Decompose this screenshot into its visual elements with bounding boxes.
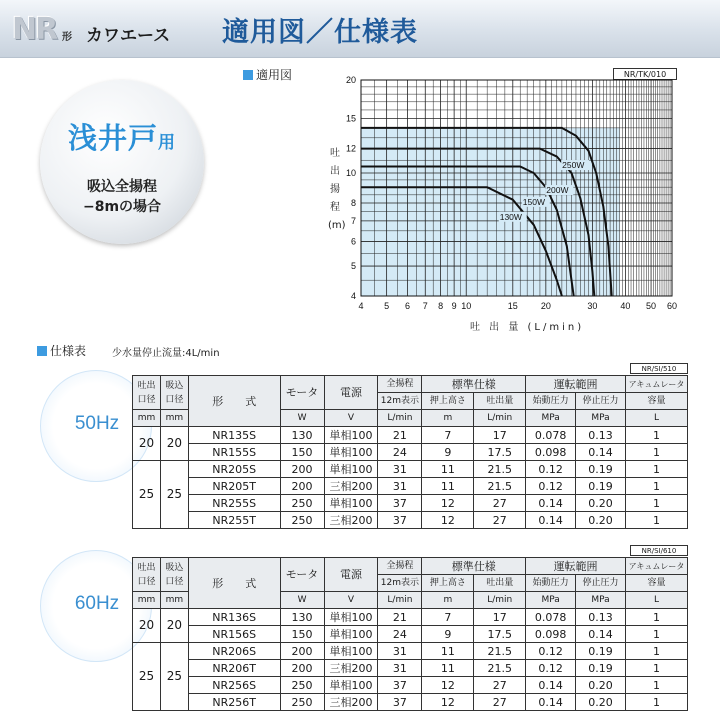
header-bar (0, 0, 720, 58)
motor-cell: 250 (280, 495, 324, 512)
push-height-cell: 11 (422, 478, 474, 495)
flow-cell: 17.5 (474, 626, 526, 643)
flow-cell: 17 (474, 609, 526, 626)
spec-table (132, 375, 688, 529)
badge-main-text: 浅井戸 (67, 121, 158, 155)
push-height-cell: 7 (422, 609, 474, 626)
head-cell: 31 (378, 643, 422, 660)
push-height-cell: 11 (422, 660, 474, 677)
logo-name: カワエース (86, 26, 171, 46)
hz-50-label: 50Hz (74, 413, 120, 434)
suction-diameter-cell: 20 (160, 427, 188, 461)
unit-cell: mm (133, 410, 161, 427)
model-cell: NR155S (188, 444, 280, 461)
start-pressure-cell: 0.078 (526, 609, 576, 626)
unit-cell: m (422, 592, 474, 609)
series-label-250w: 250W (562, 160, 585, 171)
motor-cell: 200 (280, 643, 324, 660)
flow-cell: 27 (474, 512, 526, 529)
discharge-diameter-cell: 20 (133, 427, 161, 461)
stop-pressure-cell: 0.20 (576, 512, 626, 529)
push-height-cell: 11 (422, 643, 474, 660)
accumulator-cell: 1 (625, 643, 687, 660)
motor-cell: 250 (280, 677, 324, 694)
y-axis-label-char: 程 (330, 202, 340, 213)
badge-line2: −8mの場合 (82, 199, 162, 215)
col-header-operating-range: 運転範囲 (526, 376, 626, 393)
start-pressure-cell: 0.078 (526, 427, 576, 444)
push-height-cell: 12 (422, 495, 474, 512)
col-header-start-pressure: 始動圧力 (526, 575, 576, 592)
unit-cell: L (625, 410, 687, 427)
head-cell: 37 (378, 677, 422, 694)
y-tick-label: 15 (345, 113, 356, 124)
stop-pressure-cell: 0.20 (576, 694, 626, 711)
accumulator-cell: 1 (625, 427, 687, 444)
col-header-stop-pressure: 停止圧力 (576, 393, 626, 410)
accumulator-cell: 1 (625, 495, 687, 512)
motor-cell: 150 (280, 626, 324, 643)
col-header-motor: モータ (280, 376, 324, 410)
flow-cell: 17.5 (474, 444, 526, 461)
x-tick-label: 60 (666, 301, 678, 311)
unit-cell: W (280, 410, 324, 427)
power-cell: 三相200 (324, 512, 378, 529)
head-cell: 21 (378, 427, 422, 444)
stop-pressure-cell: 0.20 (576, 495, 626, 512)
y-tick-label: 5 (350, 261, 356, 272)
power-cell: 三相200 (324, 694, 378, 711)
head-cell: 31 (378, 660, 422, 677)
stop-pressure-cell: 0.14 (576, 444, 626, 461)
push-height-cell: 12 (422, 694, 474, 711)
power-cell: 単相100 (324, 609, 378, 626)
page-title: 適用図／仕様表 (222, 17, 418, 48)
stop-pressure-cell: 0.19 (576, 660, 626, 677)
model-cell: NR256S (188, 677, 280, 694)
power-cell: 単相100 (324, 461, 378, 478)
y-tick-label: 7 (350, 215, 356, 226)
push-height-cell: 9 (422, 626, 474, 643)
x-tick-label: 30 (587, 301, 598, 311)
col-header-capacity: 容量 (625, 575, 687, 592)
motor-cell: 200 (280, 478, 324, 495)
col-header-flow: 吐出量 (474, 575, 526, 592)
col-header-power: 電源 (324, 376, 378, 410)
series-label-200w: 200W (546, 185, 569, 196)
accumulator-cell: 1 (625, 694, 687, 711)
x-axis-label: 吐 出 量 (L/min) (470, 322, 585, 333)
motor-cell: 250 (280, 694, 324, 711)
head-cell: 24 (378, 444, 422, 461)
unit-cell: mm (160, 410, 188, 427)
motor-cell: 150 (280, 444, 324, 461)
flow-cell: 27 (474, 694, 526, 711)
power-cell: 単相100 (324, 427, 378, 444)
unit-cell: L/min (378, 410, 422, 427)
accumulator-cell: 1 (625, 478, 687, 495)
col-header-model: 形 式 (188, 376, 280, 427)
unit-cell: mm (133, 592, 161, 609)
y-axis-label-char: 吐 (330, 148, 340, 159)
application-chart (330, 72, 680, 322)
start-pressure-cell: 0.12 (526, 461, 576, 478)
head-cell: 37 (378, 694, 422, 711)
x-tick-label: 10 (461, 301, 472, 311)
col-header-push-height: 押上高さ (422, 393, 474, 410)
push-height-cell: 11 (422, 461, 474, 478)
table-row (133, 694, 688, 711)
col-header-suction-diameter: 吸込口径 (160, 558, 188, 592)
power-cell: 三相200 (324, 478, 378, 495)
motor-cell: 130 (280, 609, 324, 626)
badge-line1: 吸込全揚程 (87, 179, 157, 195)
model-cell: NR205T (188, 478, 280, 495)
discharge-diameter-cell: 20 (133, 609, 161, 643)
flow-cell: 21.5 (474, 478, 526, 495)
table-row (133, 444, 688, 461)
x-tick-label: 15 (507, 301, 518, 311)
application-range-shade (361, 128, 620, 296)
y-axis-label-char: (m) (328, 220, 346, 231)
accumulator-cell: 1 (625, 444, 687, 461)
motor-cell: 200 (280, 660, 324, 677)
stop-pressure-cell: 0.19 (576, 478, 626, 495)
unit-cell: mm (160, 592, 188, 609)
y-tick-label: 6 (350, 236, 356, 247)
badge-main (40, 116, 204, 157)
start-pressure-cell: 0.14 (526, 677, 576, 694)
y-axis-label-char: 出 (330, 166, 340, 177)
y-tick-label: 4 (350, 291, 356, 301)
model-cell: NR156S (188, 626, 280, 643)
col-header-total-head: 全揚程 (378, 558, 422, 575)
start-pressure-cell: 0.12 (526, 478, 576, 495)
col-header-standard-spec: 標準仕様 (422, 558, 526, 575)
chart-section-label (243, 66, 292, 83)
col-header-power: 電源 (324, 558, 378, 592)
col-header-model: 形 式 (188, 558, 280, 609)
table-header-row (133, 558, 688, 575)
x-tick-label: 5 (384, 301, 390, 311)
model-cell: NR256T (188, 694, 280, 711)
stop-pressure-cell: 0.20 (576, 677, 626, 694)
col-header-stop-pressure: 停止圧力 (576, 575, 626, 592)
logo-nr: NR (12, 12, 57, 47)
discharge-diameter-cell: 25 (133, 643, 161, 711)
model-cell: NR206T (188, 660, 280, 677)
unit-cell: L (625, 592, 687, 609)
start-pressure-cell: 0.12 (526, 660, 576, 677)
start-pressure-cell: 0.14 (526, 495, 576, 512)
col-header-standard-spec: 標準仕様 (422, 376, 526, 393)
square-icon (243, 70, 253, 80)
x-tick-label: 8 (438, 301, 444, 311)
y-axis-label-char: 揚 (330, 184, 340, 195)
push-height-cell: 12 (422, 677, 474, 694)
logo-kata: 形 (62, 32, 72, 43)
spec-section-label (37, 342, 86, 359)
flow-cell: 21.5 (474, 461, 526, 478)
model-cell: NR255T (188, 512, 280, 529)
head-cell: 31 (378, 461, 422, 478)
x-tick-label: 6 (405, 301, 411, 311)
x-tick-label: 50 (646, 301, 657, 311)
head-cell: 21 (378, 609, 422, 626)
head-cell: 37 (378, 495, 422, 512)
badge-main-suffix: 用 (158, 133, 176, 153)
suction-diameter-cell: 25 (160, 643, 188, 711)
model-cell: NR136S (188, 609, 280, 626)
accumulator-cell: 1 (625, 461, 687, 478)
push-height-cell: 12 (422, 512, 474, 529)
col-header-accumulator: アキュムレータ (625, 376, 687, 393)
unit-cell: MPa (576, 410, 626, 427)
start-pressure-cell: 0.12 (526, 643, 576, 660)
discharge-diameter-cell: 25 (133, 461, 161, 529)
table-row (133, 660, 688, 677)
stop-pressure-cell: 0.14 (576, 626, 626, 643)
spec-note: 少水量停止流量:4L/min (112, 348, 220, 359)
square-icon (37, 346, 47, 356)
unit-cell: MPa (526, 592, 576, 609)
suction-diameter-cell: 25 (160, 461, 188, 529)
table-header-row (133, 376, 688, 393)
series-label-150w: 150W (522, 196, 545, 207)
flow-cell: 17 (474, 427, 526, 444)
table-code-60hz: NR/SI/610 (630, 545, 688, 556)
y-tick-label: 12 (345, 143, 356, 154)
x-tick-label: 9 (451, 301, 457, 311)
chart-section-label-text: 適用図 (256, 68, 293, 82)
col-header-discharge-diameter: 吐出口径 (133, 376, 161, 410)
push-height-cell: 7 (422, 427, 474, 444)
accumulator-cell: 1 (625, 660, 687, 677)
power-cell: 単相100 (324, 677, 378, 694)
motor-cell: 130 (280, 427, 324, 444)
y-tick-label: 10 (345, 168, 356, 179)
model-cell: NR255S (188, 495, 280, 512)
head-cell: 31 (378, 478, 422, 495)
col-header-operating-range: 運転範囲 (526, 558, 626, 575)
col-header-push-height: 押上高さ (422, 575, 474, 592)
motor-cell: 250 (280, 512, 324, 529)
hz-60-label: 60Hz (74, 593, 120, 614)
spec-section-label-text: 仕様表 (50, 344, 87, 358)
power-cell: 単相100 (324, 495, 378, 512)
start-pressure-cell: 0.098 (526, 444, 576, 461)
motor-cell: 200 (280, 461, 324, 478)
power-cell: 単相100 (324, 626, 378, 643)
flow-cell: 27 (474, 495, 526, 512)
suction-diameter-cell: 20 (160, 609, 188, 643)
unit-cell: W (280, 592, 324, 609)
table-row (133, 609, 688, 626)
unit-cell: m (422, 410, 474, 427)
x-tick-label: 7 (422, 301, 428, 311)
flow-cell: 21.5 (474, 643, 526, 660)
col-header-total-head: 全揚程 (378, 376, 422, 393)
col-header-12m: 12m表示 (378, 575, 422, 592)
power-cell: 単相100 (324, 643, 378, 660)
unit-cell: V (324, 592, 378, 609)
stop-pressure-cell: 0.19 (576, 643, 626, 660)
y-tick-label: 20 (345, 75, 356, 85)
unit-cell: L/min (378, 592, 422, 609)
col-header-start-pressure: 始動圧力 (526, 393, 576, 410)
start-pressure-cell: 0.14 (526, 694, 576, 711)
power-cell: 三相200 (324, 660, 378, 677)
table-row (133, 677, 688, 694)
series-label-130w: 130W (499, 211, 522, 222)
stop-pressure-cell: 0.13 (576, 609, 626, 626)
spec-table (132, 557, 688, 711)
x-tick-label: 40 (620, 301, 631, 311)
x-tick-label: 4 (358, 301, 364, 311)
stop-pressure-cell: 0.13 (576, 427, 626, 444)
col-header-12m: 12m表示 (378, 393, 422, 410)
table-code-50hz: NR/SI/510 (630, 363, 688, 374)
col-header-accumulator: アキュムレータ (625, 558, 687, 575)
flow-cell: 27 (474, 677, 526, 694)
table-row (133, 427, 688, 444)
model-cell: NR135S (188, 427, 280, 444)
model-cell: NR206S (188, 643, 280, 660)
stop-pressure-cell: 0.19 (576, 461, 626, 478)
unit-cell: MPa (576, 592, 626, 609)
model-cell: NR205S (188, 461, 280, 478)
table-row (133, 495, 688, 512)
start-pressure-cell: 0.098 (526, 626, 576, 643)
table-row (133, 512, 688, 529)
table-row (133, 626, 688, 643)
accumulator-cell: 1 (625, 512, 687, 529)
shallow-well-badge (40, 80, 204, 244)
accumulator-cell: 1 (625, 609, 687, 626)
flow-cell: 21.5 (474, 660, 526, 677)
col-header-discharge-diameter: 吐出口径 (133, 558, 161, 592)
unit-cell: V (324, 410, 378, 427)
table-row (133, 461, 688, 478)
unit-cell: MPa (526, 410, 576, 427)
col-header-flow: 吐出量 (474, 393, 526, 410)
x-tick-label: 20 (540, 301, 551, 311)
chart-code: NR/TK/010 (613, 68, 677, 80)
y-tick-label: 8 (350, 197, 356, 208)
power-cell: 単相100 (324, 444, 378, 461)
head-cell: 24 (378, 626, 422, 643)
push-height-cell: 9 (422, 444, 474, 461)
table-row (133, 643, 688, 660)
col-header-capacity: 容量 (625, 393, 687, 410)
col-header-suction-diameter: 吸込口径 (160, 376, 188, 410)
table-row (133, 478, 688, 495)
unit-cell: L/min (474, 410, 526, 427)
accumulator-cell: 1 (625, 677, 687, 694)
col-header-motor: モータ (280, 558, 324, 592)
start-pressure-cell: 0.14 (526, 512, 576, 529)
accumulator-cell: 1 (625, 626, 687, 643)
unit-cell: L/min (474, 592, 526, 609)
head-cell: 37 (378, 512, 422, 529)
